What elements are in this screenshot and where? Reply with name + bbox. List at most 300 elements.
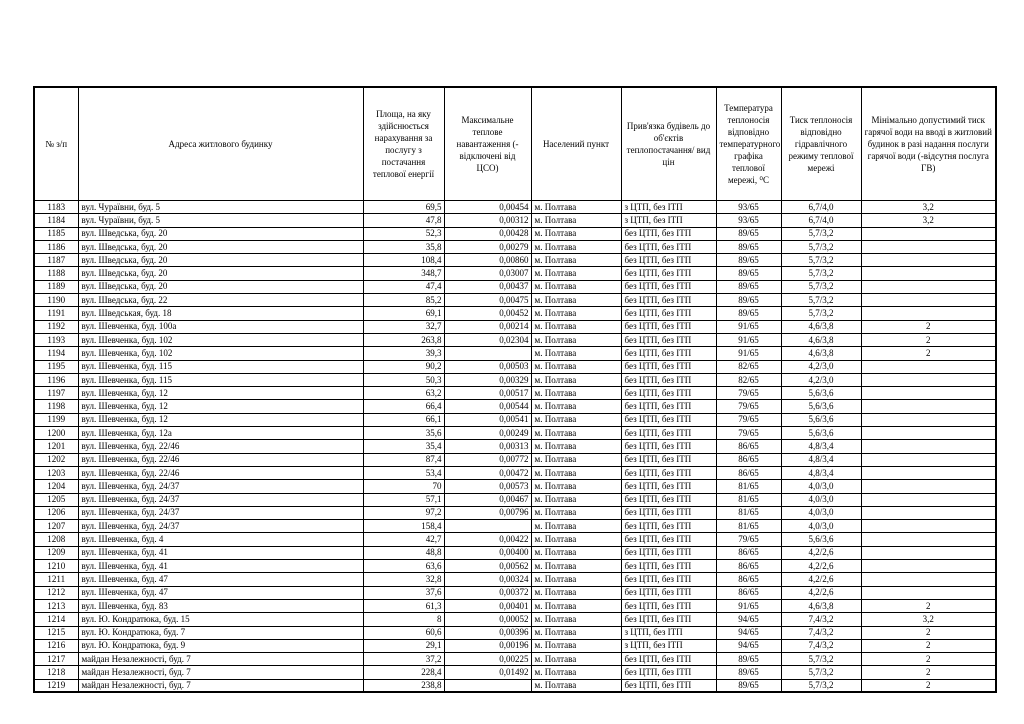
min-hot-water-pressure-cell: 2 [861,639,996,652]
max-load-cell: 0,00225 [444,653,531,666]
temperature-cell: 94/65 [716,639,781,652]
row-number-cell: 1211 [34,573,78,586]
temperature-cell: 89/65 [716,294,781,307]
area-cell: 35,4 [363,440,444,453]
pressure-cell: 4,6/3,8 [781,599,861,612]
min-hot-water-pressure-cell: 3,2 [861,214,996,227]
row-number-cell: 1202 [34,453,78,466]
area-cell: 32,8 [363,573,444,586]
attachment-cell: без ЦТП, без ІТП [621,613,716,626]
pressure-cell: 4,2/3,0 [781,373,861,386]
settlement-cell: м. Полтава [531,267,621,280]
temperature-cell: 89/65 [716,307,781,320]
table-row [34,599,996,612]
table-row [34,201,996,214]
table-row [34,307,996,320]
area-cell: 238,8 [363,679,444,692]
min-hot-water-pressure-cell: 3,2 [861,613,996,626]
pressure-cell: 4,2/2,6 [781,573,861,586]
min-hot-water-pressure-cell: 2 [861,320,996,333]
row-number-cell: 1186 [34,240,78,253]
attachment-cell: без ЦТП, без ІТП [621,413,716,426]
max-load-cell: 0,00400 [444,546,531,559]
table-row [34,280,996,293]
area-cell: 29,1 [363,639,444,652]
temperature-cell: 79/65 [716,400,781,413]
attachment-cell: без ЦТП, без ІТП [621,307,716,320]
attachment-cell: без ЦТП, без ІТП [621,560,716,573]
table-row [34,639,996,652]
row-number-cell: 1206 [34,506,78,519]
table-row [34,427,996,440]
attachment-cell: без ЦТП, без ІТП [621,227,716,240]
attachment-cell: з ЦТП, без ІТП [621,626,716,639]
max-load-cell [444,679,531,692]
address-cell: вул. Шевченка, буд. 83 [78,599,363,612]
table-row [34,506,996,519]
address-cell: вул. Шведська, буд. 20 [78,280,363,293]
area-cell: 48,8 [363,546,444,559]
address-cell: вул. Шевченка, буд. 102 [78,333,363,346]
address-cell: вул. Шевченка, буд. 115 [78,373,363,386]
settlement-cell: м. Полтава [531,506,621,519]
attachment-cell: без ЦТП, без ІТП [621,240,716,253]
min-hot-water-pressure-cell [861,254,996,267]
attachment-cell: без ЦТП, без ІТП [621,573,716,586]
max-load-cell: 0,03007 [444,267,531,280]
settlement-cell: м. Полтава [531,613,621,626]
area-cell: 61,3 [363,599,444,612]
pressure-cell: 5,6/3,6 [781,427,861,440]
area-cell: 8 [363,613,444,626]
column-header: Площа, на яку здійснюється нарахування за послугу з постачання теплової енергії [363,87,444,201]
address-cell: вул. Шевченка, буд. 22/46 [78,466,363,479]
pressure-cell: 4,0/3,0 [781,506,861,519]
attachment-cell: без ЦТП, без ІТП [621,466,716,479]
settlement-cell: м. Полтава [531,400,621,413]
area-cell: 70 [363,480,444,493]
min-hot-water-pressure-cell: 2 [861,626,996,639]
min-hot-water-pressure-cell: 2 [861,599,996,612]
max-load-cell: 0,00312 [444,214,531,227]
table-row [34,214,996,227]
address-cell: вул. Чураївни, буд. 5 [78,201,363,214]
attachment-cell: без ЦТП, без ІТП [621,294,716,307]
min-hot-water-pressure-cell [861,586,996,599]
temperature-cell: 86/65 [716,466,781,479]
column-header: Максимальне теплове навантаження (-відключені від ЦСО) [444,87,531,201]
max-load-cell: 0,00772 [444,453,531,466]
settlement-cell: м. Полтава [531,626,621,639]
max-load-cell: 0,00279 [444,240,531,253]
settlement-cell: м. Полтава [531,280,621,293]
min-hot-water-pressure-cell [861,560,996,573]
column-header: Прив'язка будівель до об'єктів теплопостачання/ вид цін [621,87,716,201]
pressure-cell: 5,7/3,2 [781,679,861,692]
area-cell: 158,4 [363,520,444,533]
buildings-table [33,86,997,693]
settlement-cell: м. Полтава [531,466,621,479]
temperature-cell: 86/65 [716,546,781,559]
settlement-cell: м. Полтава [531,666,621,679]
area-cell: 37,6 [363,586,444,599]
address-cell: вул. Шевченка, буд. 12 [78,400,363,413]
max-load-cell: 0,00324 [444,573,531,586]
min-hot-water-pressure-cell [861,427,996,440]
temperature-cell: 94/65 [716,626,781,639]
attachment-cell: без ЦТП, без ІТП [621,453,716,466]
attachment-cell: з ЦТП, без ІТП [621,639,716,652]
temperature-cell: 86/65 [716,440,781,453]
pressure-cell: 4,0/3,0 [781,520,861,533]
temperature-cell: 89/65 [716,653,781,666]
max-load-cell: 0,00562 [444,560,531,573]
pressure-cell: 5,7/3,2 [781,280,861,293]
max-load-cell: 0,00329 [444,373,531,386]
settlement-cell: м. Полтава [531,453,621,466]
area-cell: 39,3 [363,347,444,360]
row-number-cell: 1219 [34,679,78,692]
temperature-cell: 89/65 [716,240,781,253]
table-row [34,679,996,692]
row-number-cell: 1195 [34,360,78,373]
row-number-cell: 1184 [34,214,78,227]
settlement-cell: м. Полтава [531,254,621,267]
row-number-cell: 1213 [34,599,78,612]
row-number-cell: 1214 [34,613,78,626]
temperature-cell: 91/65 [716,320,781,333]
address-cell: вул. Шевченка, буд. 41 [78,546,363,559]
attachment-cell: без ЦТП, без ІТП [621,666,716,679]
settlement-cell: м. Полтава [531,573,621,586]
settlement-cell: м. Полтава [531,533,621,546]
column-header: Тиск теплоносія відповідно гідравлічного режиму теплової мережі [781,87,861,201]
max-load-cell: 0,00214 [444,320,531,333]
pressure-cell: 4,0/3,0 [781,493,861,506]
address-cell: вул. Ю. Кондратюка, буд. 9 [78,639,363,652]
row-number-cell: 1190 [34,294,78,307]
row-number-cell: 1209 [34,546,78,559]
settlement-cell: м. Полтава [531,360,621,373]
temperature-cell: 91/65 [716,333,781,346]
min-hot-water-pressure-cell [861,307,996,320]
address-cell: вул. Шевченка, буд. 12а [78,427,363,440]
max-load-cell: 0,00541 [444,413,531,426]
area-cell: 228,4 [363,666,444,679]
column-header: Населений пункт [531,87,621,201]
pressure-cell: 5,7/3,2 [781,267,861,280]
address-cell: вул. Шведська, буд. 22 [78,294,363,307]
area-cell: 85,2 [363,294,444,307]
table-row [34,320,996,333]
address-cell: вул. Шевченка, буд. 47 [78,573,363,586]
area-cell: 97,2 [363,506,444,519]
attachment-cell: без ЦТП, без ІТП [621,320,716,333]
attachment-cell: без ЦТП, без ІТП [621,480,716,493]
pressure-cell: 5,7/3,2 [781,294,861,307]
attachment-cell: без ЦТП, без ІТП [621,493,716,506]
attachment-cell: з ЦТП, без ІТП [621,214,716,227]
settlement-cell: м. Полтава [531,294,621,307]
row-number-cell: 1200 [34,427,78,440]
row-number-cell: 1192 [34,320,78,333]
temperature-cell: 81/65 [716,480,781,493]
address-cell: майдан Незалежності, буд. 7 [78,679,363,692]
max-load-cell: 0,01492 [444,666,531,679]
address-cell: вул. Шевченка, буд. 24/37 [78,520,363,533]
area-cell: 47,8 [363,214,444,227]
temperature-cell: 89/65 [716,666,781,679]
attachment-cell: без ЦТП, без ІТП [621,387,716,400]
settlement-cell: м. Полтава [531,440,621,453]
temperature-cell: 81/65 [716,506,781,519]
temperature-cell: 79/65 [716,427,781,440]
area-cell: 37,2 [363,653,444,666]
max-load-cell: 0,00452 [444,307,531,320]
min-hot-water-pressure-cell: 2 [861,333,996,346]
area-cell: 69,1 [363,307,444,320]
address-cell: вул. Шведська, буд. 20 [78,240,363,253]
area-cell: 69,5 [363,201,444,214]
table-row [34,254,996,267]
temperature-cell: 93/65 [716,214,781,227]
min-hot-water-pressure-cell: 2 [861,666,996,679]
row-number-cell: 1196 [34,373,78,386]
settlement-cell: м. Полтава [531,347,621,360]
settlement-cell: м. Полтава [531,679,621,692]
area-cell: 47,4 [363,280,444,293]
pressure-cell: 4,6/3,8 [781,333,861,346]
max-load-cell: 0,00396 [444,626,531,639]
min-hot-water-pressure-cell [861,533,996,546]
address-cell: вул. Шведськая, буд. 18 [78,307,363,320]
min-hot-water-pressure-cell [861,413,996,426]
column-header: № з/п [34,87,78,201]
row-number-cell: 1194 [34,347,78,360]
pressure-cell: 4,0/3,0 [781,480,861,493]
temperature-cell: 79/65 [716,413,781,426]
table-row [34,466,996,479]
settlement-cell: м. Полтава [531,480,621,493]
attachment-cell: без ЦТП, без ІТП [621,533,716,546]
settlement-cell: м. Полтава [531,214,621,227]
min-hot-water-pressure-cell [861,506,996,519]
pressure-cell: 5,7/3,2 [781,254,861,267]
pressure-cell: 5,7/3,2 [781,240,861,253]
temperature-cell: 82/65 [716,373,781,386]
min-hot-water-pressure-cell [861,546,996,559]
attachment-cell: без ЦТП, без ІТП [621,599,716,612]
min-hot-water-pressure-cell [861,440,996,453]
address-cell: вул. Шевченка, буд. 47 [78,586,363,599]
address-cell: вул. Шевченка, буд. 12 [78,413,363,426]
max-load-cell: 0,00860 [444,254,531,267]
settlement-cell: м. Полтава [531,639,621,652]
row-number-cell: 1215 [34,626,78,639]
address-cell: вул. Шевченка, буд. 12 [78,387,363,400]
settlement-cell: м. Полтава [531,240,621,253]
settlement-cell: м. Полтава [531,520,621,533]
attachment-cell: без ЦТП, без ІТП [621,267,716,280]
max-load-cell: 0,00573 [444,480,531,493]
table-row [34,560,996,573]
area-cell: 53,4 [363,466,444,479]
attachment-cell: без ЦТП, без ІТП [621,347,716,360]
min-hot-water-pressure-cell [861,280,996,293]
attachment-cell: без ЦТП, без ІТП [621,586,716,599]
area-cell: 66,4 [363,400,444,413]
pressure-cell: 4,6/3,8 [781,347,861,360]
pressure-cell: 6,7/4,0 [781,214,861,227]
area-cell: 50,3 [363,373,444,386]
pressure-cell: 4,6/3,8 [781,320,861,333]
temperature-cell: 93/65 [716,201,781,214]
row-number-cell: 1208 [34,533,78,546]
table-row [34,613,996,626]
table-row [34,373,996,386]
table-row [34,400,996,413]
attachment-cell: без ЦТП, без ІТП [621,400,716,413]
table-row [34,453,996,466]
max-load-cell: 0,00517 [444,387,531,400]
table-row [34,520,996,533]
table-body [34,201,996,693]
max-load-cell [444,347,531,360]
max-load-cell: 0,00196 [444,639,531,652]
area-cell: 87,4 [363,453,444,466]
row-number-cell: 1210 [34,560,78,573]
area-cell: 108,4 [363,254,444,267]
area-cell: 35,8 [363,240,444,253]
area-cell: 60,6 [363,626,444,639]
settlement-cell: м. Полтава [531,387,621,400]
address-cell: вул. Шевченка, буд. 102 [78,347,363,360]
min-hot-water-pressure-cell [861,373,996,386]
address-cell: вул. Ю. Кондратюка, буд. 15 [78,613,363,626]
min-hot-water-pressure-cell [861,227,996,240]
attachment-cell: без ЦТП, без ІТП [621,373,716,386]
max-load-cell: 0,02304 [444,333,531,346]
area-cell: 66,1 [363,413,444,426]
max-load-cell: 0,00544 [444,400,531,413]
table-row [34,480,996,493]
temperature-cell: 79/65 [716,387,781,400]
row-number-cell: 1189 [34,280,78,293]
max-load-cell: 0,00372 [444,586,531,599]
area-cell: 57,1 [363,493,444,506]
temperature-cell: 86/65 [716,586,781,599]
temperature-cell: 89/65 [716,267,781,280]
attachment-cell: без ЦТП, без ІТП [621,427,716,440]
row-number-cell: 1201 [34,440,78,453]
min-hot-water-pressure-cell [861,493,996,506]
max-load-cell: 0,00467 [444,493,531,506]
row-number-cell: 1198 [34,400,78,413]
max-load-cell: 0,00454 [444,201,531,214]
pressure-cell: 5,6/3,6 [781,400,861,413]
area-cell: 42,7 [363,533,444,546]
address-cell: вул. Чураївни, буд. 5 [78,214,363,227]
max-load-cell: 0,00428 [444,227,531,240]
table-header-row [34,87,996,201]
area-cell: 52,3 [363,227,444,240]
max-load-cell: 0,00052 [444,613,531,626]
settlement-cell: м. Полтава [531,493,621,506]
attachment-cell: без ЦТП, без ІТП [621,679,716,692]
attachment-cell: без ЦТП, без ІТП [621,333,716,346]
max-load-cell: 0,00401 [444,599,531,612]
address-cell: вул. Шевченка, буд. 22/46 [78,440,363,453]
temperature-cell: 89/65 [716,280,781,293]
settlement-cell: м. Полтава [531,333,621,346]
min-hot-water-pressure-cell [861,453,996,466]
row-number-cell: 1205 [34,493,78,506]
area-cell: 348,7 [363,267,444,280]
min-hot-water-pressure-cell [861,267,996,280]
pressure-cell: 4,8/3,4 [781,440,861,453]
max-load-cell: 0,00437 [444,280,531,293]
min-hot-water-pressure-cell [861,573,996,586]
temperature-cell: 81/65 [716,493,781,506]
area-cell: 63,2 [363,387,444,400]
pressure-cell: 5,6/3,6 [781,387,861,400]
settlement-cell: м. Полтава [531,227,621,240]
address-cell: майдан Незалежності, буд. 7 [78,666,363,679]
row-number-cell: 1191 [34,307,78,320]
attachment-cell: без ЦТП, без ІТП [621,546,716,559]
pressure-cell: 4,2/2,6 [781,586,861,599]
table-row [34,240,996,253]
max-load-cell: 0,00503 [444,360,531,373]
row-number-cell: 1187 [34,254,78,267]
settlement-cell: м. Полтава [531,427,621,440]
pressure-cell: 4,2/2,6 [781,560,861,573]
min-hot-water-pressure-cell [861,480,996,493]
attachment-cell: без ЦТП, без ІТП [621,520,716,533]
table-row [34,267,996,280]
temperature-cell: 89/65 [716,254,781,267]
address-cell: вул. Шведська, буд. 20 [78,267,363,280]
max-load-cell: 0,00472 [444,466,531,479]
settlement-cell: м. Полтава [531,560,621,573]
settlement-cell: м. Полтава [531,307,621,320]
pressure-cell: 5,7/3,2 [781,666,861,679]
area-cell: 63,6 [363,560,444,573]
pressure-cell: 7,4/3,2 [781,613,861,626]
row-number-cell: 1212 [34,586,78,599]
temperature-cell: 91/65 [716,599,781,612]
address-cell: вул. Шевченка, буд. 24/37 [78,480,363,493]
max-load-cell: 0,00422 [444,533,531,546]
row-number-cell: 1183 [34,201,78,214]
settlement-cell: м. Полтава [531,413,621,426]
min-hot-water-pressure-cell [861,360,996,373]
settlement-cell: м. Полтава [531,201,621,214]
address-cell: вул. Шведська, буд. 20 [78,227,363,240]
table-row [34,626,996,639]
table-row [34,347,996,360]
table-row [34,533,996,546]
attachment-cell: без ЦТП, без ІТП [621,360,716,373]
row-number-cell: 1188 [34,267,78,280]
column-header: Температура теплоносія відповідно температурного графіка теплової мережі, ⁰С [716,87,781,201]
attachment-cell: з ЦТП, без ІТП [621,201,716,214]
min-hot-water-pressure-cell [861,520,996,533]
table-row [34,493,996,506]
pressure-cell: 7,4/3,2 [781,626,861,639]
row-number-cell: 1216 [34,639,78,652]
max-load-cell: 0,00796 [444,506,531,519]
